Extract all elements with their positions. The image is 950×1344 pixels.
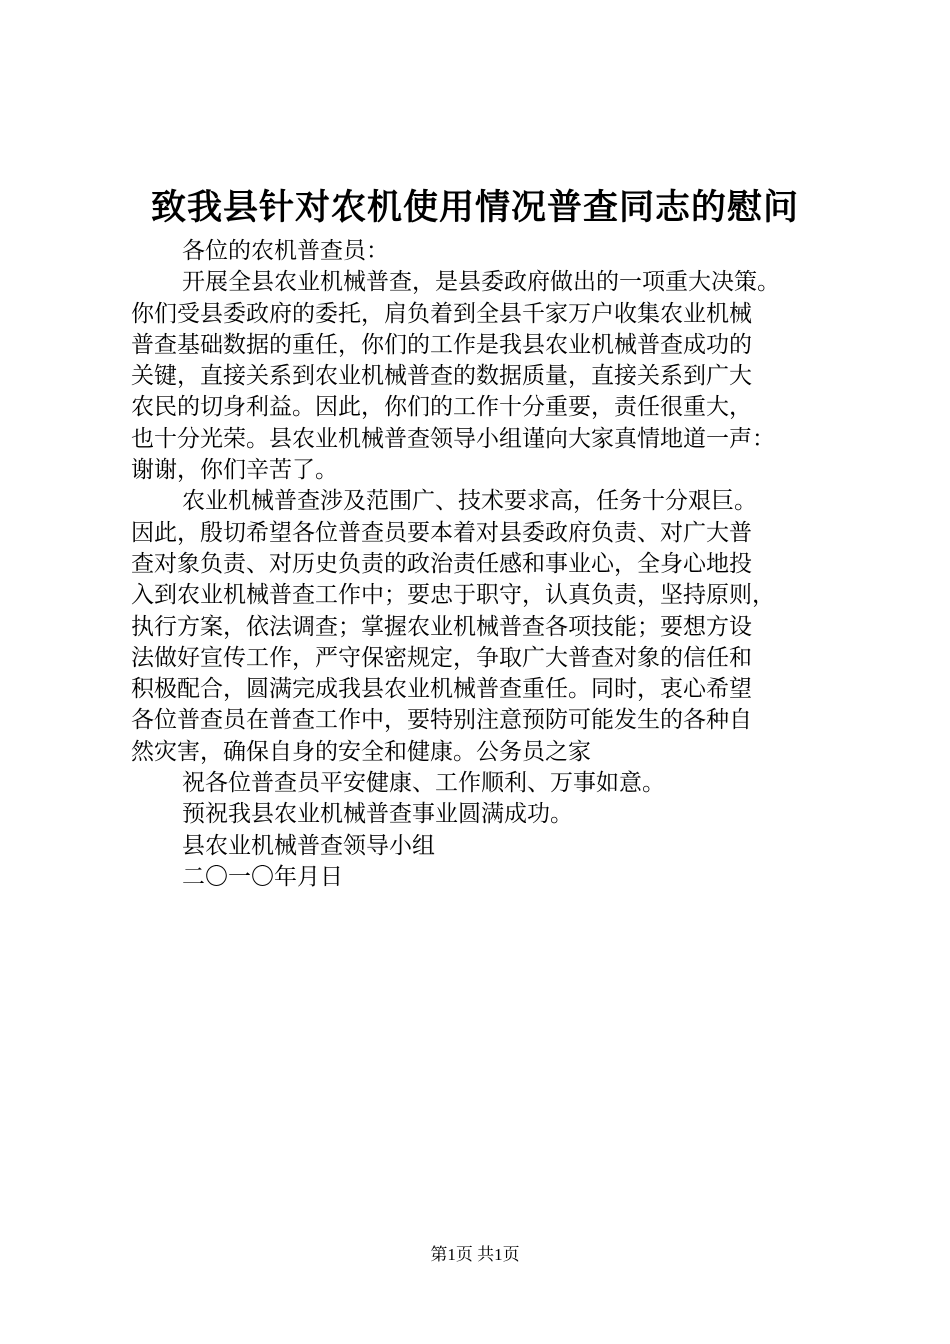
paragraph-2-line-5: 执行方案，依法调查；掌握农业机械普查各项技能；要想方设: [131, 613, 752, 640]
page-number-footer: 第1页 共1页: [430, 1245, 520, 1264]
paragraph-1-line-2: 你们受县委政府的委托，肩负着到全县千家万户收集农业机械: [131, 300, 752, 327]
signature-date: 二〇一〇年月日: [182, 863, 343, 890]
document-body: [131, 236, 831, 893]
paragraph-2-line-6: 法做好宣传工作，严守保密规定，争取广大普查对象的信任和: [131, 644, 752, 671]
wishes-line: 祝各位普查员平安健康、工作顺利、万事如意。: [182, 770, 665, 797]
paragraph-2-line-3: 查对象负责、对历史负责的政治责任感和事业心，全身心地投: [131, 550, 752, 577]
signature-organization: 县农业机械普查领导小组: [182, 832, 435, 859]
paragraph-1-line-7: 谢谢，你们辛苦了。: [131, 457, 338, 484]
congratulation-line: 预祝我县农业机械普查事业圆满成功。: [182, 801, 573, 828]
paragraph-1-line-4: 关键，直接关系到农业机械普查的数据质量，直接关系到广大: [131, 363, 752, 390]
paragraph-2-line-1: 农业机械普查涉及范围广、技术要求高，任务十分艰巨。: [182, 488, 757, 515]
document-title: 致我县针对农机使用情况普查同志的慰问: [150, 187, 799, 228]
paragraph-1-line-1: 开展全县农业机械普查，是县委政府做出的一项重大决策。: [182, 269, 780, 296]
paragraph-2-line-4: 入到农业机械普查工作中；要忠于职守，认真负责，坚持原则，: [131, 582, 775, 609]
paragraph-2-line-9: 然灾害，确保自身的安全和健康。公务员之家: [131, 738, 591, 765]
paragraph-1-line-6: 也十分光荣。县农业机械普查领导小组谨向大家真情地道一声：: [131, 425, 775, 452]
paragraph-1-line-5: 农民的切身利益。因此，你们的工作十分重要，责任很重大，: [131, 394, 752, 421]
paragraph-1-line-3: 普查基础数据的重任，你们的工作是我县农业机械普查成功的: [131, 331, 752, 358]
paragraph-2-line-2: 因此，殷切希望各位普查员要本着对县委政府负责、对广大普: [131, 519, 752, 546]
salutation-line: 各位的农机普查员：: [182, 238, 389, 264]
paragraph-2-line-7: 积极配合，圆满完成我县农业机械普查重任。同时，衷心希望: [131, 676, 752, 703]
paragraph-2-line-8: 各位普查员在普查工作中，要特别注意预防可能发生的各种自: [131, 707, 752, 734]
